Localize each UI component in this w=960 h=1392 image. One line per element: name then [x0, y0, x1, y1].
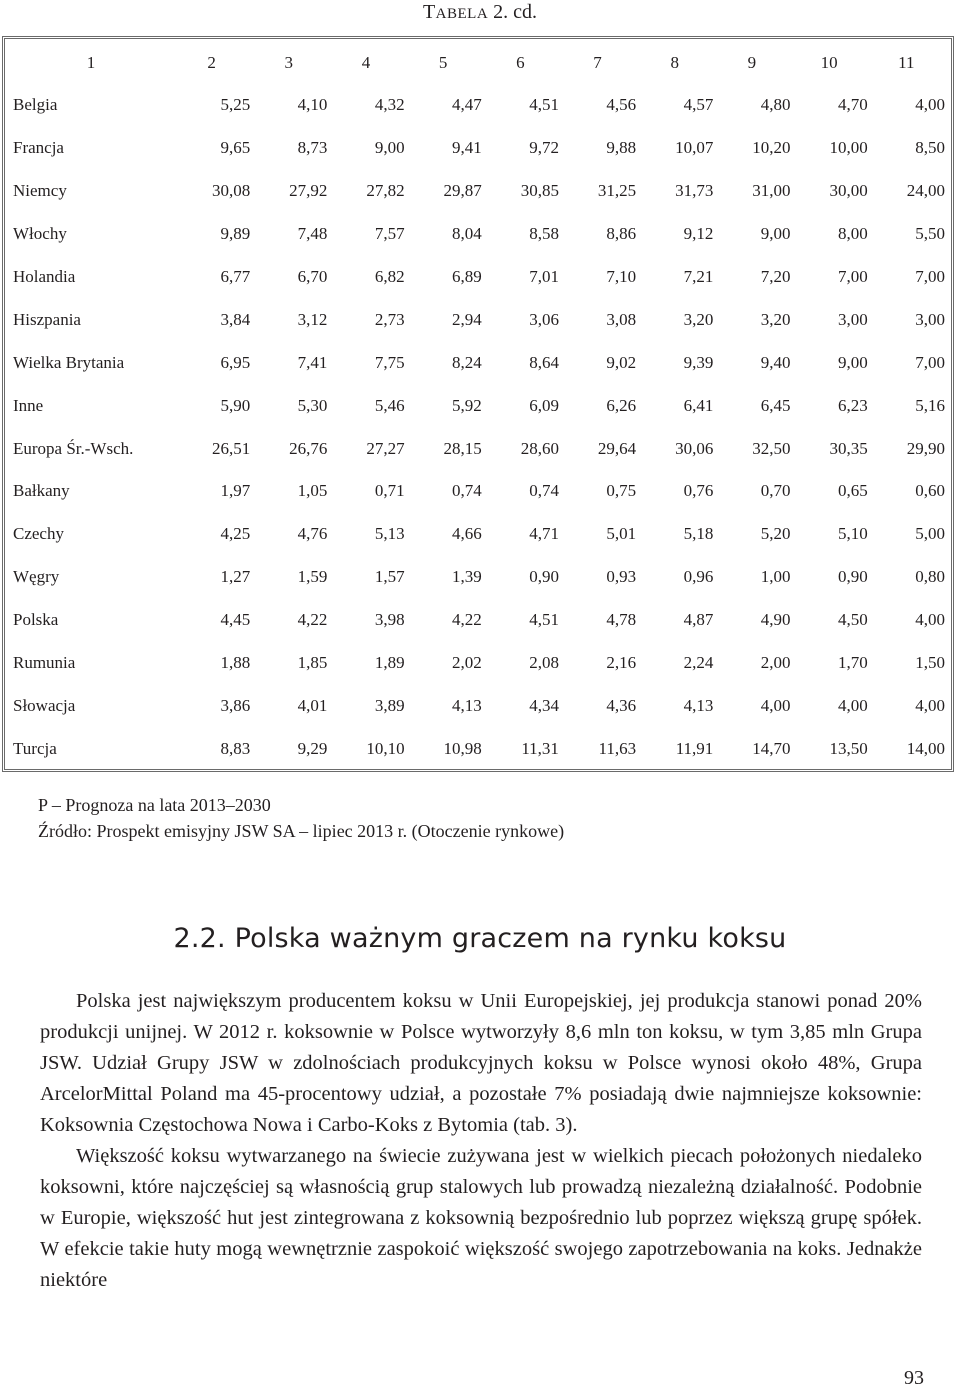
table-cell: 31,25	[597, 181, 637, 201]
table-cell: 1,85	[297, 653, 328, 673]
table-cell: 9,40	[760, 352, 791, 372]
table-cell: 7,41	[297, 352, 328, 372]
table-cell: 8,64	[529, 352, 559, 372]
table-cell: 1,57	[374, 567, 405, 587]
table-cell: 1,97	[220, 481, 251, 501]
row-label: Wielka Brytania	[13, 352, 125, 372]
body-text	[40, 986, 922, 1296]
table-cell: 5,13	[374, 524, 405, 544]
table-cell: 2,08	[529, 653, 559, 673]
table-row	[9, 427, 945, 470]
section-heading: 2.2. Polska ważnym graczem na rynku koksu	[173, 923, 787, 954]
table-cell: 3,98	[374, 610, 405, 630]
table-cell: 4,51	[529, 95, 559, 115]
table-cell: 1,88	[220, 653, 251, 673]
table-cell: 1,00	[760, 567, 791, 587]
table-cell: 0,70	[760, 481, 791, 501]
table-row	[9, 256, 945, 299]
table-cell: 0,65	[837, 481, 868, 501]
table-cell: 3,20	[760, 309, 791, 329]
table-cell: 10,20	[752, 138, 791, 158]
table-cell: 9,65	[220, 138, 251, 158]
row-label: Francja	[13, 138, 64, 158]
table-cell: 30,08	[211, 181, 251, 201]
table-cell: 1,59	[297, 567, 328, 587]
table-cell: 9,88	[606, 138, 637, 158]
table-cell: 3,08	[606, 309, 637, 329]
table-cell: 4,25	[220, 524, 251, 544]
table-cell: 2,02	[452, 653, 482, 673]
table-row	[9, 599, 945, 642]
table-cell: 30,00	[829, 181, 868, 201]
table-cell: 3,00	[915, 309, 945, 329]
caption-suffix: 2. cd.	[493, 1, 538, 23]
column-header: 8	[670, 53, 679, 72]
table-cell: 7,00	[915, 267, 945, 286]
paragraph: Większość koksu wytwarzanego na świecie zużywana jest w wielkich piecach położonych niedaleko koksowni, które najczęściej są własnością grup stalowych lub prowadzą niezależną działalność. Podobnie w Europie, większość hut jest zintegrowana z koksownią bezpośrednio lub poprzez większą grupę spółek. W efekcie takie huty mogą wewnętrznie zaspokoić większość swojego zapotrzebowania na koks. Jednakże niektóre	[40, 1145, 922, 1291]
table-cell: 4,22	[297, 610, 328, 630]
table-cell: 5,30	[297, 395, 328, 415]
table-row	[9, 341, 945, 384]
table-cell: 5,16	[915, 395, 945, 415]
table-cell: 8,00	[837, 224, 868, 244]
table-cell: 14,00	[906, 738, 945, 758]
table-cell: 4,57	[683, 95, 714, 115]
table-cell: 7,00	[837, 267, 868, 286]
table-cell: 9,00	[837, 352, 868, 372]
table-cell: 4,32	[374, 95, 405, 115]
row-label: Bałkany	[13, 481, 70, 501]
forecast-note: P – Prognoza na lata 2013–2030	[38, 795, 271, 815]
table-cell: 4,00	[915, 610, 945, 630]
table-cell: 8,50	[915, 138, 945, 158]
column-header: 6	[516, 53, 525, 72]
table-cell: 11,63	[598, 738, 637, 758]
table-cell: 9,00	[760, 224, 791, 244]
table-cell: 5,01	[606, 524, 637, 544]
row-label: Czechy	[13, 524, 64, 544]
table-header-row	[9, 42, 945, 84]
table-cell: 5,92	[452, 395, 482, 415]
table-cell: 6,09	[529, 395, 559, 415]
table-cell: 27,82	[366, 181, 405, 201]
column-header: 4	[361, 53, 371, 72]
table-cell: 2,94	[452, 309, 482, 329]
table-cell: 4,66	[452, 524, 482, 544]
table-cell: 8,83	[220, 738, 251, 758]
caption-initial: T	[422, 1, 436, 23]
row-label: Belgia	[13, 95, 58, 115]
table-cell: 8,58	[529, 224, 559, 244]
table-cell: 0,80	[915, 567, 945, 587]
table-row	[9, 684, 945, 727]
table-cell: 4,22	[452, 610, 482, 630]
table-cell: 8,24	[452, 352, 482, 372]
column-header: 1	[86, 53, 96, 72]
row-label: Polska	[13, 610, 59, 630]
table-cell: 7,21	[683, 267, 714, 286]
table-cell: 6,41	[683, 395, 714, 415]
table-cell: 3,00	[837, 309, 868, 329]
table-cell: 4,00	[760, 695, 791, 715]
table-cell: 2,73	[374, 309, 405, 329]
column-header: 9	[747, 53, 757, 72]
table-cell: 0,74	[529, 481, 559, 501]
table-cell: 0,90	[529, 567, 559, 587]
table-cell: 4,80	[760, 95, 791, 115]
table-cell: 4,10	[297, 95, 328, 115]
table-cell: 30,35	[829, 438, 868, 458]
table-cell: 5,25	[220, 95, 251, 115]
table-row	[9, 727, 945, 770]
row-label: Włochy	[13, 224, 67, 244]
table-row	[9, 84, 945, 127]
table-cell: 4,50	[837, 610, 868, 630]
table-row	[9, 298, 945, 341]
table-cell: 8,04	[452, 224, 482, 244]
table-cell: 7,00	[915, 352, 945, 372]
table-cell: 30,85	[520, 181, 559, 201]
table-cell: 4,90	[760, 610, 791, 630]
table-cell: 5,46	[374, 395, 405, 415]
table-row	[9, 384, 945, 427]
table-cell: 6,70	[297, 267, 328, 286]
table-cell: 8,73	[297, 138, 328, 158]
table-cell: 11,91	[675, 738, 714, 758]
row-label: Inne	[13, 395, 44, 415]
table-cell: 30,06	[675, 438, 714, 458]
table-cell: 4,45	[220, 610, 251, 630]
table-cell: 4,13	[683, 695, 714, 715]
table-caption	[0, 0, 960, 26]
table-cell: 10,10	[366, 738, 405, 758]
row-label: Turcja	[13, 738, 57, 758]
table-cell: 3,20	[683, 309, 714, 329]
table-cell: 4,56	[606, 95, 637, 115]
table-cell: 0,75	[606, 481, 637, 501]
table-notes	[38, 792, 564, 844]
table-row	[9, 470, 945, 513]
table-cell: 2,24	[683, 653, 714, 673]
table-cell: 0,76	[683, 481, 714, 501]
page-number: 93	[904, 1367, 924, 1389]
table-cell: 4,00	[915, 695, 945, 715]
table-cell: 6,82	[374, 267, 405, 286]
table-cell: 32,50	[752, 438, 791, 458]
table-cell: 7,01	[529, 267, 559, 286]
table-cell: 0,71	[374, 481, 405, 501]
paragraph: Polska jest największym producentem koksu w Unii Europejskiej, jej produkcja stanowi ponad 20% produkcji unijnej. W 2012 r. koksownie w Polsce wytworzyły 8,6 mln ton koksu, w tym 3,85 mln Grupa JSW. Udział Grupy JSW w zdolnościach produkcyjnych koksu w Polsce wynosi około 48%, Grupa ArcelorMittal Poland ma 45-procentowy udział, a pozostałe 7% posiadają dwie najmniejsze koksownie: Koksownia Częstochowa Nowa i Carbo-Koks z Bytomia (tab. 3).	[40, 990, 922, 1136]
column-header: 10	[820, 53, 838, 72]
table-cell: 6,45	[760, 395, 791, 415]
table-cell: 3,89	[374, 695, 405, 715]
table-cell: 9,12	[683, 224, 714, 244]
table-cell: 4,87	[683, 610, 714, 630]
table-cell: 13,50	[829, 738, 868, 758]
table-cell: 4,70	[837, 95, 868, 115]
table-cell: 9,89	[220, 224, 251, 244]
table-cell: 5,00	[915, 524, 945, 544]
table-cell: 4,47	[452, 95, 482, 115]
table-cell: 5,10	[837, 524, 868, 544]
table-cell: 9,29	[297, 738, 328, 758]
table-cell: 24,00	[906, 181, 945, 201]
table-cell: 0,93	[606, 567, 637, 587]
table-cell: 6,77	[220, 267, 251, 286]
table-cell: 7,10	[606, 267, 637, 286]
row-label: Niemcy	[13, 181, 67, 201]
table-cell: 3,84	[220, 309, 251, 329]
table-cell: 6,26	[606, 395, 637, 415]
table-cell: 28,15	[443, 438, 482, 458]
table-cell: 9,02	[606, 352, 637, 372]
table-cell: 7,20	[760, 267, 791, 286]
table-cell: 1,05	[297, 481, 328, 501]
table-cell: 0,60	[915, 481, 945, 501]
table-cell: 9,72	[529, 138, 559, 158]
table-cell: 29,90	[906, 438, 945, 458]
table-cell: 5,50	[915, 224, 945, 244]
table-cell: 1,70	[837, 653, 868, 673]
source-note: Źródło: Prospekt emisyjny JSW SA – lipiec 2013 r. (Otoczenie rynkowe)	[38, 821, 565, 841]
table-cell: 3,86	[220, 695, 251, 715]
table-cell: 0,74	[452, 481, 482, 501]
caption-smallcaps: ABELA	[435, 6, 489, 22]
table-cell: 26,51	[211, 438, 251, 458]
table-cell: 2,00	[760, 653, 791, 673]
table-cell: 1,89	[374, 653, 405, 673]
table-cell: 1,39	[452, 567, 482, 587]
table-cell: 10,07	[675, 138, 714, 158]
row-label: Rumunia	[13, 653, 76, 673]
table-cell: 10,98	[443, 738, 482, 758]
column-header: 3	[284, 53, 294, 72]
table-row	[9, 127, 945, 170]
table-cell: 11,31	[521, 738, 559, 758]
table-cell: 3,12	[297, 309, 328, 329]
table-cell: 4,51	[529, 610, 559, 630]
table-row	[9, 513, 945, 556]
table-cell: 4,01	[297, 695, 328, 715]
table-cell: 6,89	[452, 267, 482, 286]
table-cell: 6,95	[220, 352, 251, 372]
row-label: Węgry	[13, 567, 60, 587]
table-cell: 0,96	[683, 567, 714, 587]
table-cell: 26,76	[289, 438, 328, 458]
table-cell: 5,90	[220, 395, 251, 415]
table-cell: 31,73	[675, 181, 714, 201]
table-cell: 4,76	[297, 524, 328, 544]
table-row	[9, 170, 945, 213]
table-cell: 4,00	[915, 95, 945, 115]
table-cell: 9,41	[452, 138, 482, 158]
table-cell: 7,48	[297, 224, 328, 244]
table-cell: 10,00	[829, 138, 868, 158]
column-header: 5	[438, 53, 448, 72]
table-row	[9, 213, 945, 256]
table-cell: 9,00	[374, 138, 405, 158]
table-cell: 9,39	[683, 352, 714, 372]
column-header: 11	[898, 53, 915, 72]
table-cell: 29,87	[443, 181, 482, 201]
table-cell: 7,75	[374, 352, 405, 372]
row-label: Hiszpania	[13, 309, 81, 329]
table-cell: 6,23	[837, 395, 868, 415]
table-cell: 0,90	[837, 567, 868, 587]
column-header: 2	[207, 53, 216, 72]
table-cell: 1,27	[220, 567, 251, 587]
column-header: 7	[593, 53, 602, 72]
table-cell: 27,27	[366, 438, 405, 458]
table-cell: 14,70	[752, 738, 791, 758]
table-cell: 28,60	[520, 438, 559, 458]
table-cell: 27,92	[289, 181, 328, 201]
table-cell: 5,20	[760, 524, 791, 544]
table-cell: 4,36	[606, 695, 637, 715]
table-cell: 8,86	[606, 224, 637, 244]
table-cell: 2,16	[606, 653, 637, 673]
data-table	[9, 42, 945, 770]
table-cell: 4,34	[529, 695, 559, 715]
table-cell: 29,64	[597, 438, 637, 458]
table-cell: 7,57	[374, 224, 405, 244]
table-row	[9, 556, 945, 599]
table-cell: 5,18	[683, 524, 714, 544]
row-label: Słowacja	[13, 695, 76, 715]
table-cell: 4,78	[606, 610, 637, 630]
row-label: Europa Śr.-Wsch.	[13, 438, 134, 458]
table-cell: 4,00	[837, 695, 868, 715]
row-label: Holandia	[13, 267, 76, 286]
table-cell: 4,13	[452, 695, 482, 715]
table-cell: 1,50	[915, 653, 945, 673]
table-cell: 4,71	[529, 524, 559, 544]
table-cell: 31,00	[752, 181, 791, 201]
table-cell: 3,06	[529, 309, 559, 329]
table-row	[9, 642, 945, 685]
